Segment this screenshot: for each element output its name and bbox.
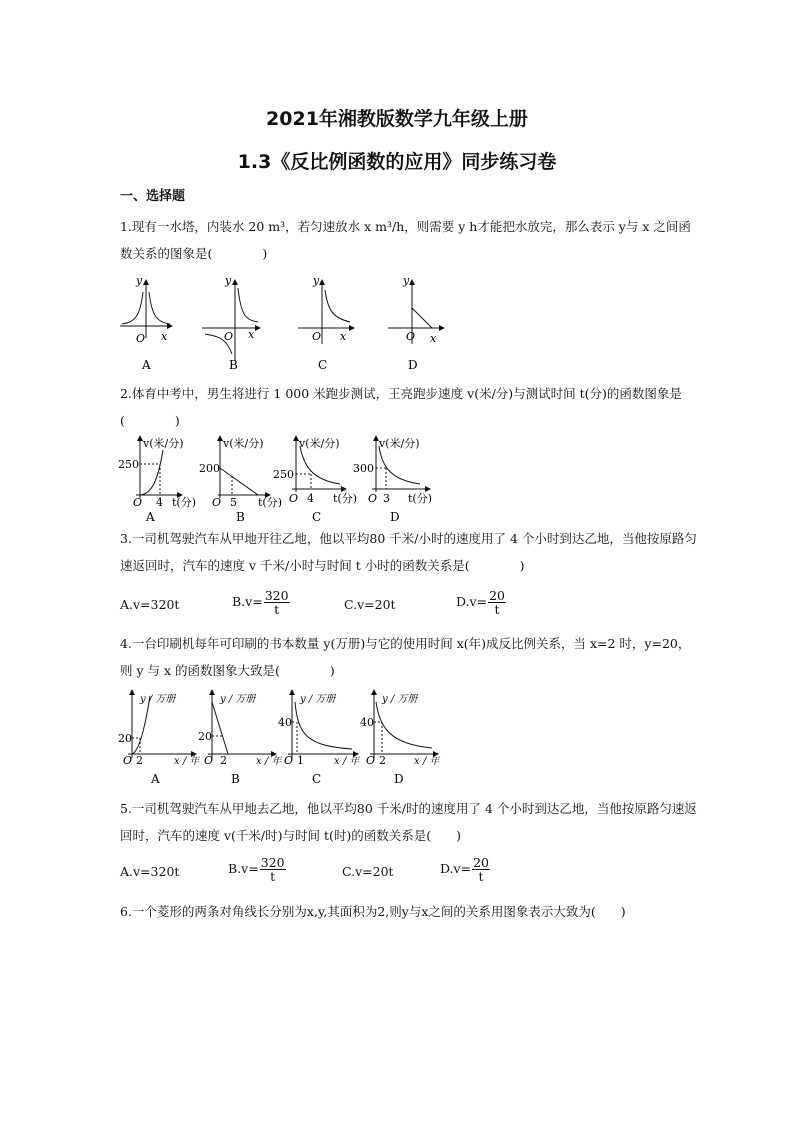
q4-d-axis-y: y / 万册 bbox=[382, 694, 418, 705]
section-heading: 一、选择题 bbox=[120, 189, 186, 204]
q2-a-origin: O bbox=[133, 496, 143, 509]
q4-d-axis-x: x / 年 bbox=[414, 756, 440, 767]
q2-c-axis-x: t(分) bbox=[333, 492, 358, 505]
q2-d-xtick: 3 bbox=[383, 492, 390, 505]
q2-b-ytick: 200 bbox=[199, 462, 220, 475]
q5-b-numerator: 320 bbox=[260, 855, 285, 870]
q4-a-ytick: 20 bbox=[118, 732, 132, 745]
q3-b-numerator: 320 bbox=[264, 588, 289, 603]
q2-b-label: B bbox=[236, 510, 245, 524]
q1-a-label: A bbox=[142, 358, 151, 372]
q3-option-b bbox=[232, 589, 290, 616]
question-5-text: 5.一司机驾驶汽车从甲地去乙地，他以平均80 千米/时的速度用了 4 个小时到达乙地，当他按原路匀速返回时，汽车的速度 v(千米/时)与时间 t(时)的函数关系是( ) bbox=[120, 801, 697, 843]
q2-d-axis-x: t(分) bbox=[408, 492, 433, 505]
question-2-graphs bbox=[0, 432, 794, 524]
question-1-graphs bbox=[0, 272, 794, 372]
q4-a-axis-x: x / 年 bbox=[174, 756, 200, 767]
q1-a-axis-x: x bbox=[161, 330, 168, 343]
question-6-text: 6.一个菱形的两条对角线长分别为x,y,其面积为2,则y与x之间的关系用图象表示大致为( ) bbox=[120, 904, 626, 919]
q5-option-d bbox=[440, 856, 490, 883]
q1-d-axis-x: x bbox=[430, 332, 437, 345]
q2-c-ytick: 250 bbox=[273, 468, 294, 481]
q5-b-denominator: t bbox=[270, 869, 276, 884]
q4-d-ytick: 40 bbox=[360, 716, 374, 729]
q1-c-axis-y: y bbox=[313, 274, 320, 287]
q1-d-origin: O bbox=[406, 330, 416, 343]
q3-option-b-prefix: B.v= bbox=[232, 594, 263, 609]
q3-option-d-prefix: D.v= bbox=[456, 594, 488, 609]
q5-option-c: C.v=20t bbox=[342, 864, 394, 879]
q4-a-axis-y: y / 万册 bbox=[140, 694, 176, 705]
question-3-text: 3.一司机驾驶汽车从甲地开往乙地，他以平均80 千米/小时的速度用了 4 个小时到达乙地，当他按原路匀速返回时，汽车的速度 v 千米/小时与时间 t 小时的函数关系是( ) bbox=[120, 531, 697, 573]
q4-d-xtick: 2 bbox=[379, 754, 386, 767]
q4-a-xtick: 2 bbox=[136, 754, 143, 767]
question-4-graphs bbox=[0, 688, 794, 786]
q4-b-xtick: 2 bbox=[220, 754, 227, 767]
q4-c-origin: O bbox=[284, 754, 294, 767]
q1-c-origin: O bbox=[312, 330, 322, 343]
q2-b-origin: O bbox=[212, 496, 222, 509]
q2-a-axis-x: t(分) bbox=[172, 496, 197, 509]
q4-d-origin: O bbox=[366, 754, 376, 767]
q2-b-axis-y: v(米/分) bbox=[223, 437, 264, 450]
q2-d-label: D bbox=[390, 510, 400, 524]
question-5-options bbox=[120, 856, 680, 886]
q3-option-d-fraction bbox=[488, 589, 506, 616]
q2-d-ytick: 300 bbox=[353, 462, 374, 475]
q4-d-label: D bbox=[394, 772, 404, 786]
q3-d-denominator: t bbox=[494, 602, 500, 617]
q2-c-xtick: 4 bbox=[307, 492, 314, 505]
q2-d-origin: O bbox=[368, 492, 378, 505]
q2-b-xtick: 5 bbox=[230, 496, 237, 509]
q1-d-axis-y: y bbox=[403, 274, 410, 287]
q4-a-origin: O bbox=[123, 754, 133, 767]
q4-a-label: A bbox=[151, 772, 160, 786]
q1-d-label: D bbox=[408, 358, 418, 372]
q4-b-origin: O bbox=[204, 754, 214, 767]
q1-b-origin: O bbox=[224, 330, 234, 343]
q2-a-label: A bbox=[146, 510, 155, 524]
q4-c-ytick: 40 bbox=[278, 716, 292, 729]
q3-option-a: A.v=320t bbox=[120, 597, 180, 612]
q4-c-axis-y: y / 万册 bbox=[300, 694, 336, 705]
q5-d-numerator: 20 bbox=[473, 855, 489, 870]
q4-b-ytick: 20 bbox=[198, 730, 212, 743]
q2-a-axis-y: v(米/分) bbox=[143, 437, 184, 450]
question-4-text: 4.一台印刷机每年可印刷的书本数量 y(万册)与它的使用时间 x(年)成反比例关系，当 x=2 时，y=20，则 y 与 x 的函数图象大致是( ) bbox=[120, 636, 691, 678]
q1-c-label: C bbox=[318, 358, 328, 372]
question-2-text: 2.体育中考中，男生将进行 1 000 米跑步测试，王亮跑步速度 v(米/分)与测试时间 t(分)的函数图象是( ) bbox=[120, 386, 682, 428]
q1-b-label: B bbox=[229, 358, 238, 372]
q2-c-axis-y: v(米/分) bbox=[299, 437, 340, 450]
q4-c-xtick: 1 bbox=[297, 754, 304, 767]
q2-b-axis-x: t(分) bbox=[258, 496, 283, 509]
q5-option-b-fraction bbox=[260, 856, 286, 883]
q2-c-origin: O bbox=[289, 492, 299, 505]
q3-option-b-fraction bbox=[264, 589, 290, 616]
q4-b-axis-y: y / 万册 bbox=[220, 694, 256, 705]
q1-a-origin: O bbox=[136, 332, 146, 345]
q4-b-label: B bbox=[231, 772, 240, 786]
q3-d-numerator: 20 bbox=[489, 588, 505, 603]
q1-c-axis-x: x bbox=[340, 330, 347, 343]
q5-option-b bbox=[228, 856, 286, 883]
q5-option-d-fraction bbox=[472, 856, 490, 883]
q1-b-axis-y: y bbox=[225, 274, 232, 287]
q4-c-axis-x: x / 年 bbox=[334, 756, 360, 767]
q5-d-denominator: t bbox=[478, 869, 484, 884]
q1-a-axis-y: y bbox=[136, 274, 143, 287]
question-3-options bbox=[120, 589, 680, 619]
q1-graph-b bbox=[202, 280, 260, 360]
q3-b-denominator: t bbox=[274, 602, 280, 617]
q2-a-ytick: 250 bbox=[118, 458, 139, 471]
q4-b-axis-x: x / 年 bbox=[256, 756, 282, 767]
q2-d-axis-y: v(米/分) bbox=[379, 437, 420, 450]
q2-a-xtick: 4 bbox=[156, 496, 163, 509]
q2-c-label: C bbox=[312, 510, 322, 524]
page-title: 2021年湘教版数学九年级上册 bbox=[266, 108, 528, 130]
q3-option-d bbox=[456, 589, 506, 616]
question-1-text: 1.现有一水塔，内装水 20 m³，若匀速放水 x m³/h，则需要 y h才能把水放完，那么表示 y与 x 之间函数关系的图象是( ) bbox=[120, 219, 691, 261]
q1-b-axis-x: x bbox=[248, 328, 255, 341]
q4-c-label: C bbox=[312, 772, 322, 786]
page-subtitle: 1.3《反比例函数的应用》同步练习卷 bbox=[237, 151, 557, 173]
q5-option-a: A.v=320t bbox=[120, 864, 180, 879]
q5-option-b-prefix: B.v= bbox=[228, 861, 259, 876]
q5-option-d-prefix: D.v= bbox=[440, 861, 472, 876]
q3-option-c: C.v=20t bbox=[344, 597, 396, 612]
